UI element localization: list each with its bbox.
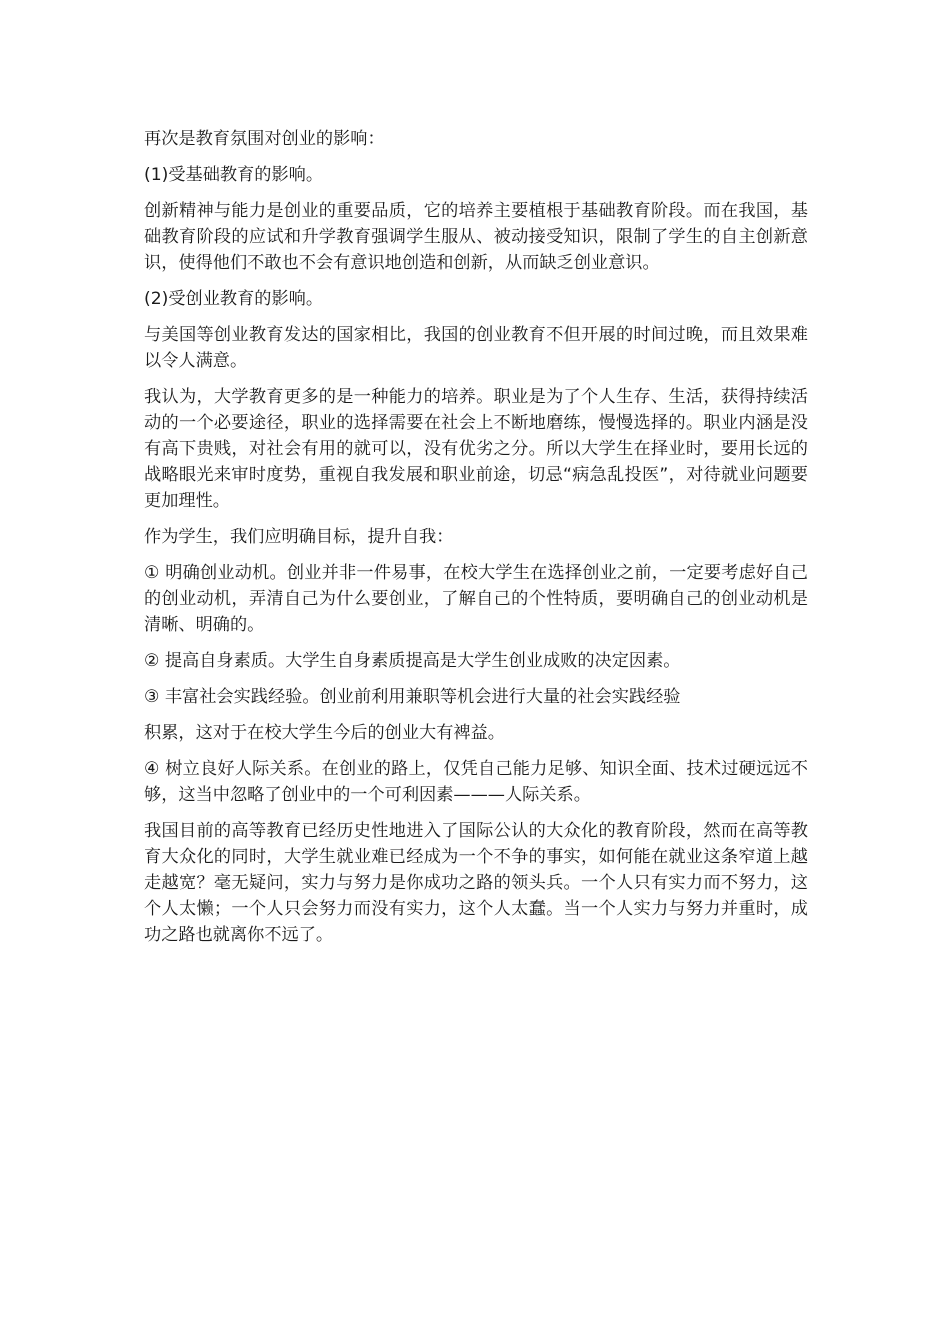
paragraph-heading-entrepreneurship-education: (2)受创业教育的影响。 [144, 289, 324, 309]
paragraph-goal-3-continued: 积累，这对于在校大学生今后的创业大有裨益。 [144, 723, 505, 743]
paragraph-goal-3: ③ 丰富社会实践经验。创业前利用兼职等机会进行大量的社会实践经验 [144, 687, 681, 707]
paragraph-opinion: 我认为，大学教育更多的是一种能力的培养。职业是为了个人生存、生活，获得持续活动的一个必要途径，职业的选择需要在社会上不断地磨练，慢慢选择的。职业内涵是没有高下贵贱，对社会有用的就可以，没有优劣之分。所以大学生在择业时，要用长远的战略眼光来审时度势，重视自我发展和职业前途，切忌“病急乱投医”，对待就业问题要更加理性。 [144, 387, 808, 511]
paragraph-entrepreneurship-education: 与美国等创业教育发达的国家相比，我国的创业教育不但开展的时间过晚，而且效果难以令人满意。 [144, 325, 808, 371]
paragraph-goal-4: ④ 树立良好人际关系。在创业的路上，仅凭自己能力足够、知识全面、技术过硬远远不够，这当中忽略了创业中的一个可利因素———人际关系。 [144, 759, 808, 805]
document-body [144, 126, 808, 958]
paragraph-intro: 再次是教育氛围对创业的影响： [144, 129, 385, 149]
paragraph-heading-basic-education: (1)受基础教育的影响。 [144, 165, 324, 185]
paragraph-goal-1: ① 明确创业动机。创业并非一件易事，在校大学生在选择创业之前，一定要考虑好自己的创业动机，弄清自己为什么要创业，了解自己的个性特质，要明确自己的创业动机是清晰、明确的。 [144, 563, 808, 635]
paragraph-goal-2: ② 提高自身素质。大学生自身素质提高是大学生创业成败的决定因素。 [144, 651, 681, 671]
paragraph-goals-intro: 作为学生，我们应明确目标，提升自我： [144, 527, 454, 547]
paragraph-basic-education: 创新精神与能力是创业的重要品质，它的培养主要植根于基础教育阶段。而在我国，基础教育阶段的应试和升学教育强调学生服从、被动接受知识，限制了学生的自主创新意识，使得他们不敢也不会有意识地创造和创新，从而缺乏创业意识。 [144, 201, 808, 273]
paragraph-conclusion: 我国目前的高等教育已经历史性地进入了国际公认的大众化的教育阶段，然而在高等教育大众化的同时，大学生就业难已经成为一个不争的事实，如何能在就业这条窄道上越走越宽？毫无疑问，实力与努力是你成功之路的领头兵。一个人只有实力而不努力，这个人太懒；一个人只会努力而没有实力，这个人太蠢。当一个人实力与努力并重时，成功之路也就离你不远了。 [144, 821, 808, 945]
